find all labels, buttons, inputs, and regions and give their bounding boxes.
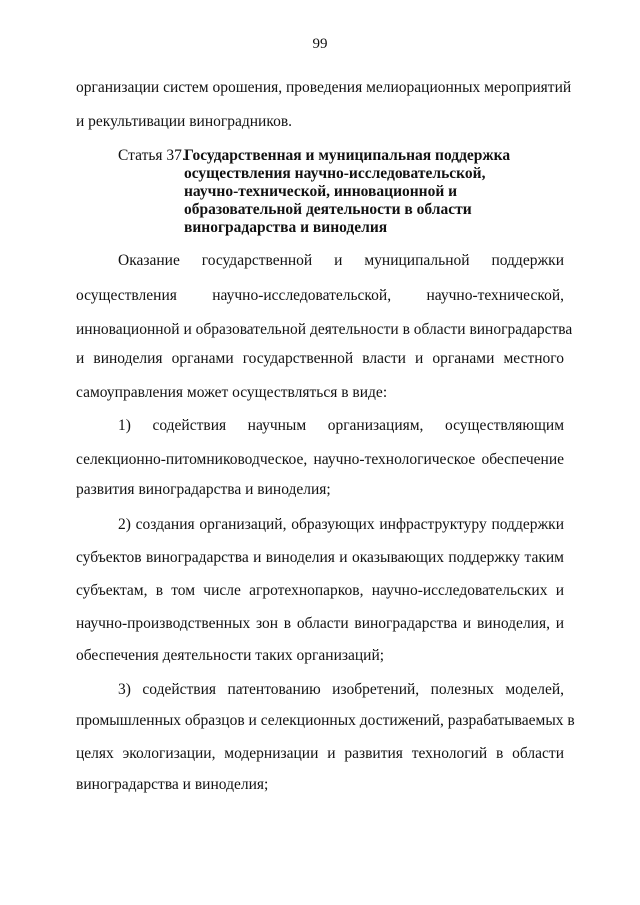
text-line: обеспечения деятельности таких организаций; xyxy=(76,647,385,664)
list-item-first-line: 2) создания организаций, образующих инфраструктуру поддержки xyxy=(118,516,564,533)
text-line: развития виноградарства и виноделия; xyxy=(76,481,331,498)
text-line: виноградарства и виноделия; xyxy=(76,776,269,793)
text-line: осуществления научно-исследовательской, научно-технической, xyxy=(76,287,564,304)
article-title-line: виноградарства и виноделия xyxy=(184,219,388,236)
text-line: промышленных образцов и селекционных достижений, разрабатываемых в xyxy=(76,712,575,729)
text-line: целях экологизации, модернизации и развития технологий в области xyxy=(76,745,564,762)
text-line: и рекультивации виноградников. xyxy=(76,113,293,130)
text-line: самоуправления может осуществляться в виде: xyxy=(76,384,388,401)
list-item-first-line: 3) содействия патентованию изобретений, полезных моделей, xyxy=(118,681,564,698)
article-label: Статья 37. xyxy=(118,147,186,164)
text-line: и виноделия органами государственной власти и органами местного xyxy=(76,350,564,367)
text-line: организации систем орошения, проведения мелиорационных мероприятий xyxy=(76,79,572,96)
article-title-line: Государственная и муниципальная поддержка xyxy=(184,147,511,164)
text-line: субъектам, в том числе агротехнопарков, научно-исследовательских и xyxy=(76,582,564,599)
page-number: 99 xyxy=(312,36,328,52)
list-item-first-line: 1) содействия научным организациям, осуществляющим xyxy=(118,417,564,434)
article-title-line: осуществления научно-исследовательской, xyxy=(184,165,486,182)
text-line: инновационной и образовательной деятельности в области виноградарства xyxy=(76,321,573,338)
paragraph-first-line: Оказание государственной и муниципальной поддержки xyxy=(118,252,564,269)
article-title-line: научно-технической, инновационной и xyxy=(184,183,458,200)
article-title xyxy=(184,147,564,237)
text-line: научно-производственных зон в области виноградарства и виноделия, и xyxy=(76,615,564,632)
text-line: субъектов виноградарства и виноделия и оказывающих поддержку таким xyxy=(76,549,564,566)
article-title-line: образовательной деятельности в области xyxy=(184,201,472,218)
text-line: селекционно-питомниководческое, научно-технологическое обеспечение xyxy=(76,451,564,468)
